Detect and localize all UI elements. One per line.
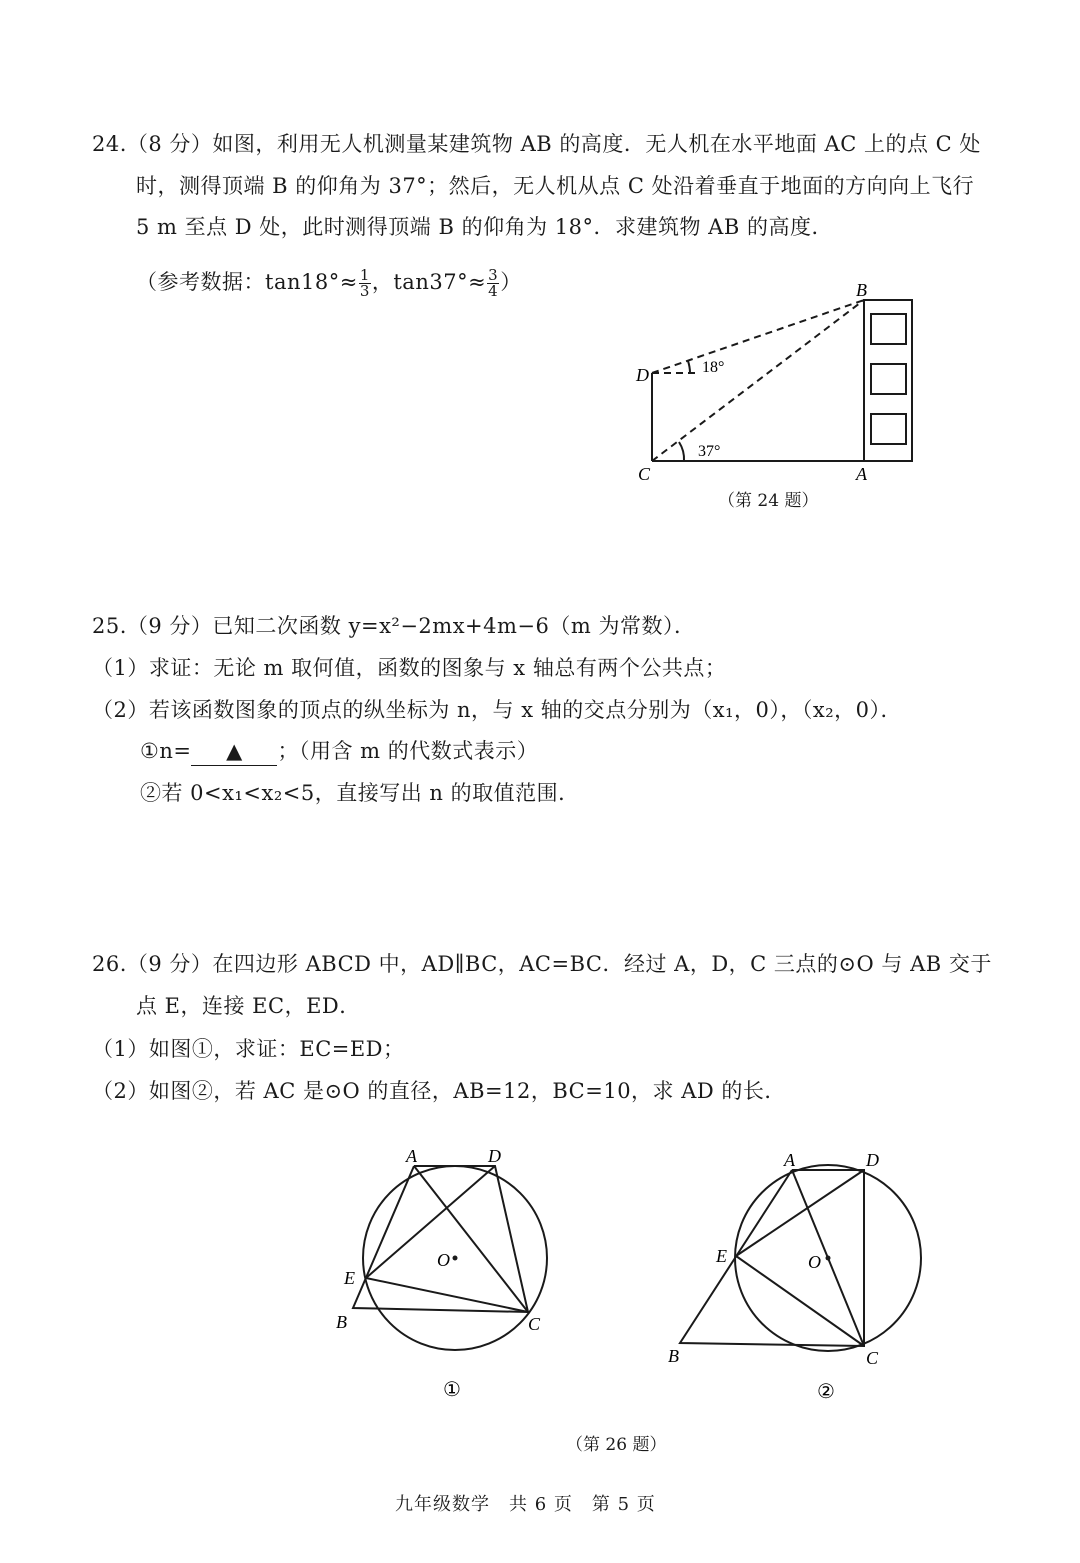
fig1-label-e: E	[344, 1268, 355, 1288]
fig1-label-c: C	[528, 1314, 541, 1334]
q26-line-1: 26.（9 分）在四边形 ABCD 中，AD∥BC，AC=BC．经过 A，D，C 三点的⊙O 与 AB 交于	[92, 952, 992, 976]
q25-part-2: （2）若该函数图象的顶点的纵坐标为 n，与 x 轴的交点分别为（x₁，0），（x₂，0）．	[92, 698, 902, 722]
fig2-label-e: E	[716, 1246, 727, 1266]
answer-blank: ▲	[191, 737, 277, 766]
fig2-number: ②	[817, 1381, 835, 1403]
fig2-label-d: D	[866, 1150, 879, 1170]
fraction-three-quarters: $\frac{3}{4}$	[488, 266, 499, 300]
fig2-label-a: A	[784, 1150, 795, 1170]
page-footer: 九年级数学 共 6 页 第 5 页	[395, 1494, 656, 1515]
segment-ed-fig2	[736, 1170, 864, 1256]
q24-line-1: 24.（8 分）如图，利用无人机测量某建筑物 AB 的高度．无人机在水平地面 AC 上的点 C 处	[92, 132, 981, 156]
label-a: A	[856, 464, 867, 484]
q24-ref-suffix: ）	[500, 270, 522, 294]
angle-label-18: 18°	[702, 359, 725, 376]
label-b: B	[856, 280, 867, 300]
fig1-label-a: A	[406, 1146, 417, 1166]
q24-ref-mid: ，tan37°≈	[371, 270, 487, 294]
q24-line-2: 时，测得顶端 B 的仰角为 37°；然后，无人机从点 C 处沿着垂直于地面的方向向上飞行	[136, 174, 975, 198]
fraction-one-third: $\frac{1}{3}$	[359, 266, 370, 300]
q25-line-1: 25.（9 分）已知二次函数 y=x²−2mx+4m−6（m 为常数）．	[92, 614, 696, 638]
fig2-label-o: O	[808, 1252, 821, 1272]
fig1-label-b: B	[336, 1312, 347, 1332]
q25-sub1-prefix: ①n=	[140, 739, 192, 763]
fig2-label-b: B	[668, 1346, 679, 1366]
fig1-number: ①	[443, 1379, 461, 1401]
q25-subpart-2: ②若 0<x₁<x₂<5，直接写出 n 的取值范围．	[140, 781, 580, 805]
angle-label-37: 37°	[698, 443, 721, 460]
q24-caption: （第 24 题）	[718, 491, 819, 511]
q26-caption: （第 26 题）	[566, 1435, 667, 1455]
fig1-label-o: O	[437, 1250, 450, 1270]
q24-line-3: 5 m 至点 D 处，此时测得顶端 B 的仰角为 18°．求建筑物 AB 的高度．	[136, 215, 833, 239]
fig2-label-c: C	[866, 1348, 879, 1368]
q26-part-2: （2）如图②，若 AC 是⊙O 的直径，AB=12，BC=10，求 AD 的长．	[92, 1079, 786, 1103]
label-d: D	[636, 365, 649, 385]
label-c: C	[638, 464, 651, 484]
q26-part-1: （1）如图①，求证：EC=ED；	[92, 1037, 405, 1061]
q25-sub1-suffix: ；（用含 m 的代数式表示）	[277, 739, 539, 763]
q24-ref-prefix: （参考数据：tan18°≈	[136, 270, 358, 294]
q26-line-2: 点 E，连接 EC，ED．	[136, 994, 361, 1018]
fig1-label-d: D	[488, 1146, 501, 1166]
quadrilateral-abcd-fig2	[680, 1170, 864, 1346]
q25-part-1: （1）求证：无论 m 取何值，函数的图象与 x 轴总有两个公共点；	[92, 656, 727, 680]
